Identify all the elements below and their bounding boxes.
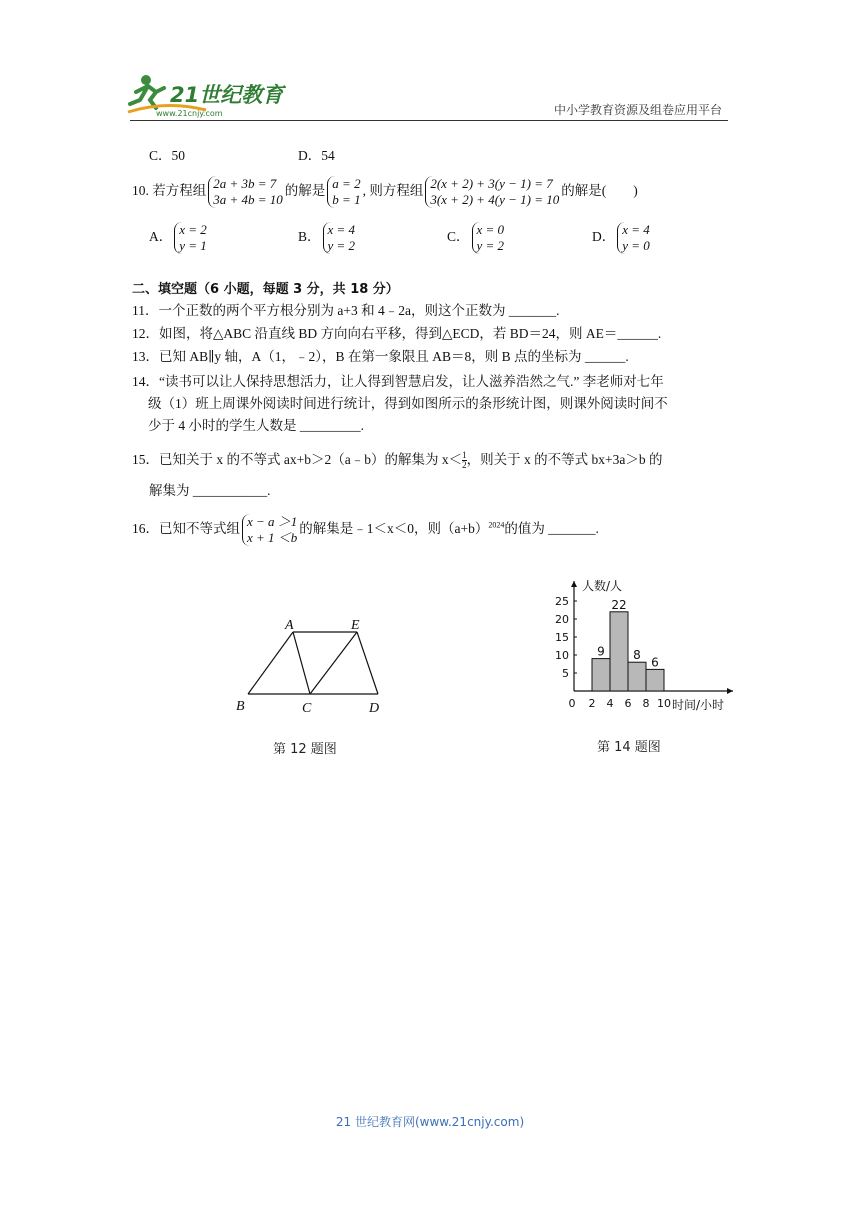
question-16: 16．已知不等式组 x − a ＞1 x + 1 ＜b 的解集是﹣1＜x＜0，则$(a+b)^{2024}$的值为 _______.: [132, 514, 599, 545]
question-12: 12．如图，将△ABC 沿直线 BD 方向向右平移，得到△ECD，若 BD＝24，则 AE＝______.: [132, 326, 662, 341]
x-tick-label: 10: [657, 697, 671, 710]
q10-system-1: 2a + 3b = 7 3a + 4b = 10: [208, 176, 283, 208]
figure-12-diagram: [230, 612, 400, 722]
x-tick-label: 6: [624, 697, 632, 710]
logo: [126, 70, 286, 124]
q10-suffix: 的解是( ): [561, 183, 638, 199]
line-ba: [248, 632, 293, 694]
question-14: 14．“读书可以让人保持思想活力，让人得到智慧启发，让人滋养浩然之气.” 李老师对七年 级（1）班上周课外阅读时间进行统计，得到如图所示的条形统计图，则课外阅读时间不 少于 4 小时的学生人数是 _________.: [132, 374, 668, 433]
label-d: D: [369, 701, 380, 716]
q10-mid-2: , 则方程组: [362, 183, 424, 199]
q10-prefix: 10. 若方程组: [132, 183, 207, 199]
q10-option-d: D． x = 4 y = 0: [592, 222, 650, 253]
y-tick-label: 20: [555, 613, 569, 626]
y-tick-label: 15: [555, 631, 569, 644]
q15-fraction: $\frac{1}{2}$: [462, 450, 467, 471]
x-tick-label: 4: [606, 697, 614, 710]
q10-option-a: A． x = 2 y = 1: [149, 222, 207, 253]
y-tick-label: 5: [562, 667, 569, 680]
y-axis-arrow: [571, 581, 577, 587]
bar: [646, 669, 664, 691]
y-tick-label: 25: [555, 595, 569, 608]
logo-runner-icon: [126, 70, 286, 120]
y-tick-label: 10: [555, 649, 569, 662]
x-tick-label: 8: [642, 697, 650, 710]
bar-value-label: 8: [633, 648, 641, 663]
bar: [610, 612, 628, 691]
q16-system: x − a ＞1 x + 1 ＜b: [242, 514, 297, 546]
bar-value-label: 22: [611, 597, 627, 612]
question-11: 11．一个正数的两个平方根分别为 a+3 和 4﹣2a，则这个正数为 _______.: [132, 303, 560, 318]
q9-option-d: D．54: [298, 148, 335, 163]
logo-url: www.21cnjy.com: [156, 109, 223, 118]
question-10: [132, 176, 638, 208]
q10-option-c: C． x = 0 y = 2: [447, 222, 505, 253]
q10-system-2: 2(x + 2) + 3(y − 1) = 7 3(x + 2) + 4(y − 1) = 10: [425, 176, 559, 208]
x-tick-label: 0: [568, 697, 576, 710]
logo-text: 21世纪教育: [170, 83, 284, 107]
label-c: C: [302, 701, 312, 716]
bar-value-label: 6: [651, 655, 659, 670]
q10-option-b: B． x = 4 y = 2: [298, 222, 356, 253]
bar: [628, 662, 646, 691]
question-13: 13．已知 AB∥y 轴，A（1，﹣2），B 在第一象限且 AB＝8，则 B 点的坐标为 ______.: [132, 349, 629, 364]
figure-14-bar-chart: [550, 576, 740, 721]
header-tagline: 中小学教育资源及组卷应用平台: [553, 103, 722, 117]
q10-mid-1: 的解是: [284, 183, 326, 199]
question-15: 15．已知关于 x 的不等式 ax+b＞2（a﹣b）的解集为 x＜ $\frac{1}{2}$ ，则关于 x 的不等式 bx+3a＞b 的: [132, 450, 663, 471]
bar: [592, 659, 610, 691]
line-ce: [310, 632, 357, 694]
x-axis-arrow: [727, 688, 733, 694]
q10-solution-1: a = 2 b = 1: [327, 176, 360, 208]
label-b: B: [236, 699, 245, 714]
bar-value-label: 9: [597, 644, 605, 659]
y-axis-label: 人数/人: [582, 579, 623, 593]
q9-option-c: C．50: [149, 148, 186, 163]
section-2-title: 二、填空题（6 小题，每题 3 分，共 18 分）: [132, 282, 399, 297]
figure-14-caption: 第 14 题图: [597, 740, 661, 755]
footer-site: 21 世纪教育网(www.21cnjy.com): [335, 1115, 525, 1129]
question-15-line-2: 解集为 ___________.: [149, 483, 271, 498]
x-tick-label: 2: [588, 697, 596, 710]
x-axis-label: 时间/小时: [672, 698, 725, 712]
label-e: E: [351, 618, 360, 633]
label-a: A: [285, 618, 294, 633]
figure-12-caption: 第 12 题图: [273, 742, 337, 757]
line-ac: [293, 632, 310, 694]
line-ed: [357, 632, 378, 694]
header-divider: [130, 120, 728, 121]
